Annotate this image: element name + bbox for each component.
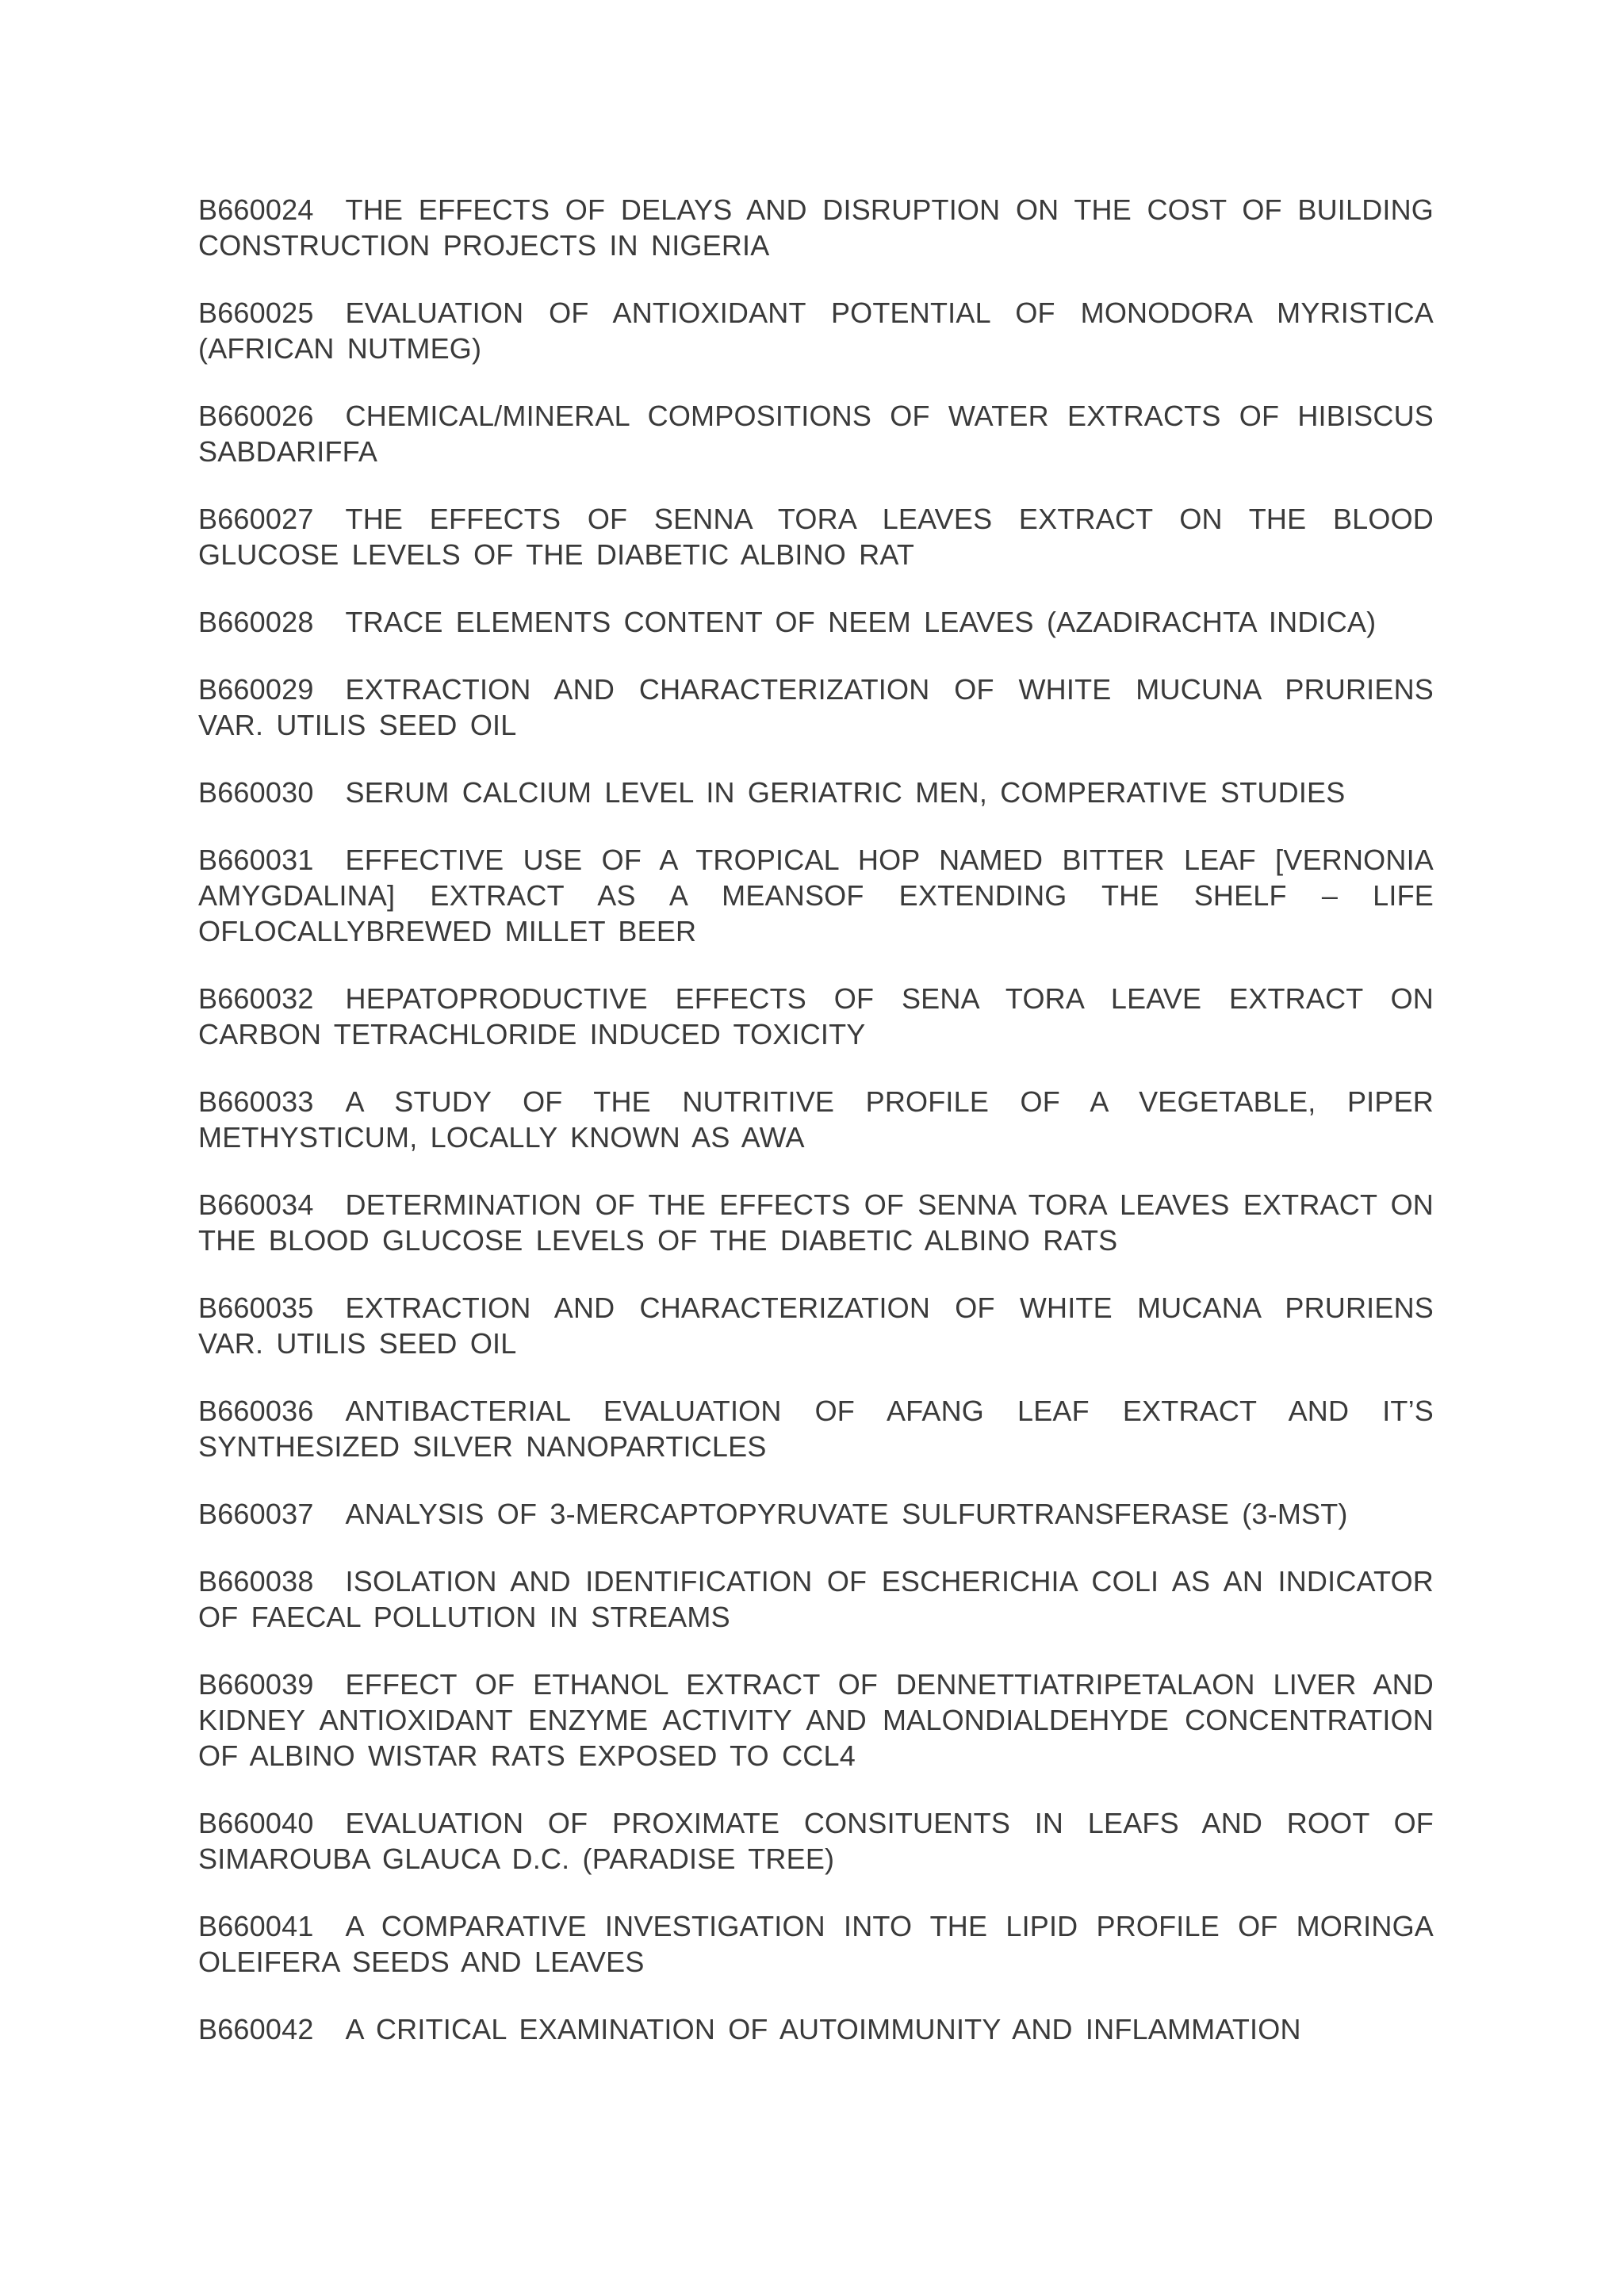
project-entry (198, 1805, 1434, 1877)
project-code: B660028 (198, 606, 314, 638)
project-title: EVALUATION OF PROXIMATE CONSITUENTS IN LEAFS AND ROOT OF SIMAROUBA GLAUCA D.C. (PARADISE TREE) (198, 1807, 1434, 1875)
project-title-list (198, 192, 1434, 2079)
project-code: B660038 (198, 1565, 314, 1598)
project-entry (198, 1393, 1434, 1464)
project-title: HEPATOPRODUCTIVE EFFECTS OF SENA TORA LEAVE EXTRACT ON CARBON TETRACHLORIDE INDUCED TOXICITY (198, 982, 1434, 1050)
project-code: B660035 (198, 1292, 314, 1324)
project-entry (198, 1563, 1434, 1635)
project-code: B660024 (198, 193, 314, 226)
project-entry (198, 842, 1434, 949)
project-title: ANALYSIS OF 3-MERCAPTOPYRUVATE SULFURTRANSFERASE (3-MST) (345, 1498, 1348, 1530)
project-entry (198, 295, 1434, 366)
project-title: EFFECTIVE USE OF A TROPICAL HOP NAMED BITTER LEAF [VERNONIA AMYGDALINA] EXTRACT AS A MEANSOF EXTENDING THE SHELF – LIFE OFLOCALLYBREWED MILLET BEER (198, 844, 1434, 947)
project-code: B660032 (198, 982, 314, 1015)
project-code: B660042 (198, 2013, 314, 2045)
project-code: B660030 (198, 776, 314, 809)
project-entry (198, 1667, 1434, 1774)
project-title: A STUDY OF THE NUTRITIVE PROFILE OF A VEGETABLE, PIPER METHYSTICUM, LOCALLY KNOWN AS AWA (198, 1085, 1434, 1154)
project-entry (198, 604, 1434, 640)
project-title: EXTRACTION AND CHARACTERIZATION OF WHITE MUCUNA PRURIENS VAR. UTILIS SEED OIL (198, 673, 1434, 741)
project-code: B660036 (198, 1395, 314, 1427)
project-title: A CRITICAL EXAMINATION OF AUTOIMMUNITY AND INFLAMMATION (345, 2013, 1301, 2045)
project-entry (198, 775, 1434, 810)
project-title: ISOLATION AND IDENTIFICATION OF ESCHERICHIA COLI AS AN INDICATOR OF FAECAL POLLUTION IN STREAMS (198, 1565, 1434, 1633)
project-title: ANTIBACTERIAL EVALUATION OF AFANG LEAF EXTRACT AND IT’S SYNTHESIZED SILVER NANOPARTICLES (198, 1395, 1434, 1463)
project-title: CHEMICAL/MINERAL COMPOSITIONS OF WATER EXTRACTS OF HIBISCUS SABDARIFFA (198, 400, 1434, 468)
project-code: B660034 (198, 1188, 314, 1221)
project-entry (198, 1908, 1434, 1980)
project-title: A COMPARATIVE INVESTIGATION INTO THE LIPID PROFILE OF MORINGA OLEIFERA SEEDS AND LEAVES (198, 1910, 1434, 1978)
project-entry (198, 1084, 1434, 1155)
project-code: B660031 (198, 844, 314, 876)
project-title: EFFECT OF ETHANOL EXTRACT OF DENNETTIATRIPETALAON LIVER AND KIDNEY ANTIOXIDANT ENZYME ACTIVITY AND MALONDIALDEHYDE CONCENTRATION OF ALBINO WISTAR RATS EXPOSED TO CCL4 (198, 1668, 1434, 1772)
project-code: B660033 (198, 1085, 314, 1118)
project-code: B660029 (198, 673, 314, 706)
project-code: B660040 (198, 1807, 314, 1839)
project-entry (198, 1187, 1434, 1258)
project-entry (198, 1496, 1434, 1532)
project-entry (198, 981, 1434, 1052)
project-entry (198, 192, 1434, 263)
project-code: B660026 (198, 400, 314, 432)
project-title: THE EFFECTS OF DELAYS AND DISRUPTION ON THE COST OF BUILDING CONSTRUCTION PROJECTS IN NIGERIA (198, 193, 1434, 262)
project-code: B660037 (198, 1498, 314, 1530)
project-code: B660027 (198, 503, 314, 535)
project-code: B660041 (198, 1910, 314, 1942)
project-entry (198, 1290, 1434, 1361)
project-code: B660039 (198, 1668, 314, 1701)
project-entry (198, 398, 1434, 469)
project-title: THE EFFECTS OF SENNA TORA LEAVES EXTRACT ON THE BLOOD GLUCOSE LEVELS OF THE DIABETIC ALBINO RAT (198, 503, 1434, 571)
project-entry (198, 672, 1434, 743)
project-title: EVALUATION OF ANTIOXIDANT POTENTIAL OF MONODORA MYRISTICA (AFRICAN NUTMEG) (198, 297, 1434, 365)
project-code: B660025 (198, 297, 314, 329)
project-entry (198, 501, 1434, 572)
project-entry (198, 2011, 1434, 2047)
project-title: EXTRACTION AND CHARACTERIZATION OF WHITE MUCANA PRURIENS VAR. UTILIS SEED OIL (198, 1292, 1434, 1360)
project-title: SERUM CALCIUM LEVEL IN GERIATRIC MEN, COMPERATIVE STUDIES (345, 776, 1346, 809)
project-title: DETERMINATION OF THE EFFECTS OF SENNA TORA LEAVES EXTRACT ON THE BLOOD GLUCOSE LEVELS OF THE DIABETIC ALBINO RATS (198, 1188, 1434, 1257)
project-title: TRACE ELEMENTS CONTENT OF NEEM LEAVES (AZADIRACHTA INDICA) (345, 606, 1377, 638)
